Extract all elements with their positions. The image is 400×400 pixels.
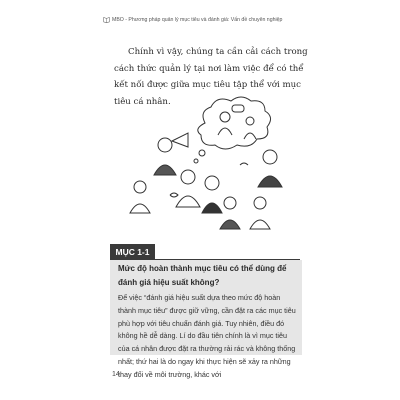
intro-paragraph: Chính vì vậy, chúng ta cần cải cách trong cách thức quản lý tại nơi làm việc để có thể kết nối được giữa mục tiêu tập thể với mục tiêu cá nhân. (114, 47, 308, 107)
section-tag: MỤC 1-1 (110, 244, 155, 260)
running-header: MBO - Phương pháp quản lý mục tiêu và đánh giá: Vấn đề chuyên nghiệp (112, 17, 283, 23)
cartoon-office-workers-icon (110, 95, 305, 235)
callout-question: Mức độ hoàn thành mục tiêu có thể dùng để đánh giá hiệu suất không? (118, 264, 287, 287)
page-number: 14 (112, 371, 120, 378)
callout-body: Để việc “đánh giá hiệu suất dựa theo mức độ hoàn thành mục tiêu” được giữ vững, cần đặt ra các mục tiêu phù hợp với tiêu chuẩn đánh giá. Tuy nhiên, điều đó không hề dễ dàng. Lí do đầu tiên chính là vì mục tiêu của cá nhân được đặt ra thường rải rác và không thống nhất; thứ hai là do ngay khi thực hiện sẽ xảy ra những thay đổi về môi trường, khác với (118, 293, 296, 379)
book-logo-icon (103, 16, 110, 23)
